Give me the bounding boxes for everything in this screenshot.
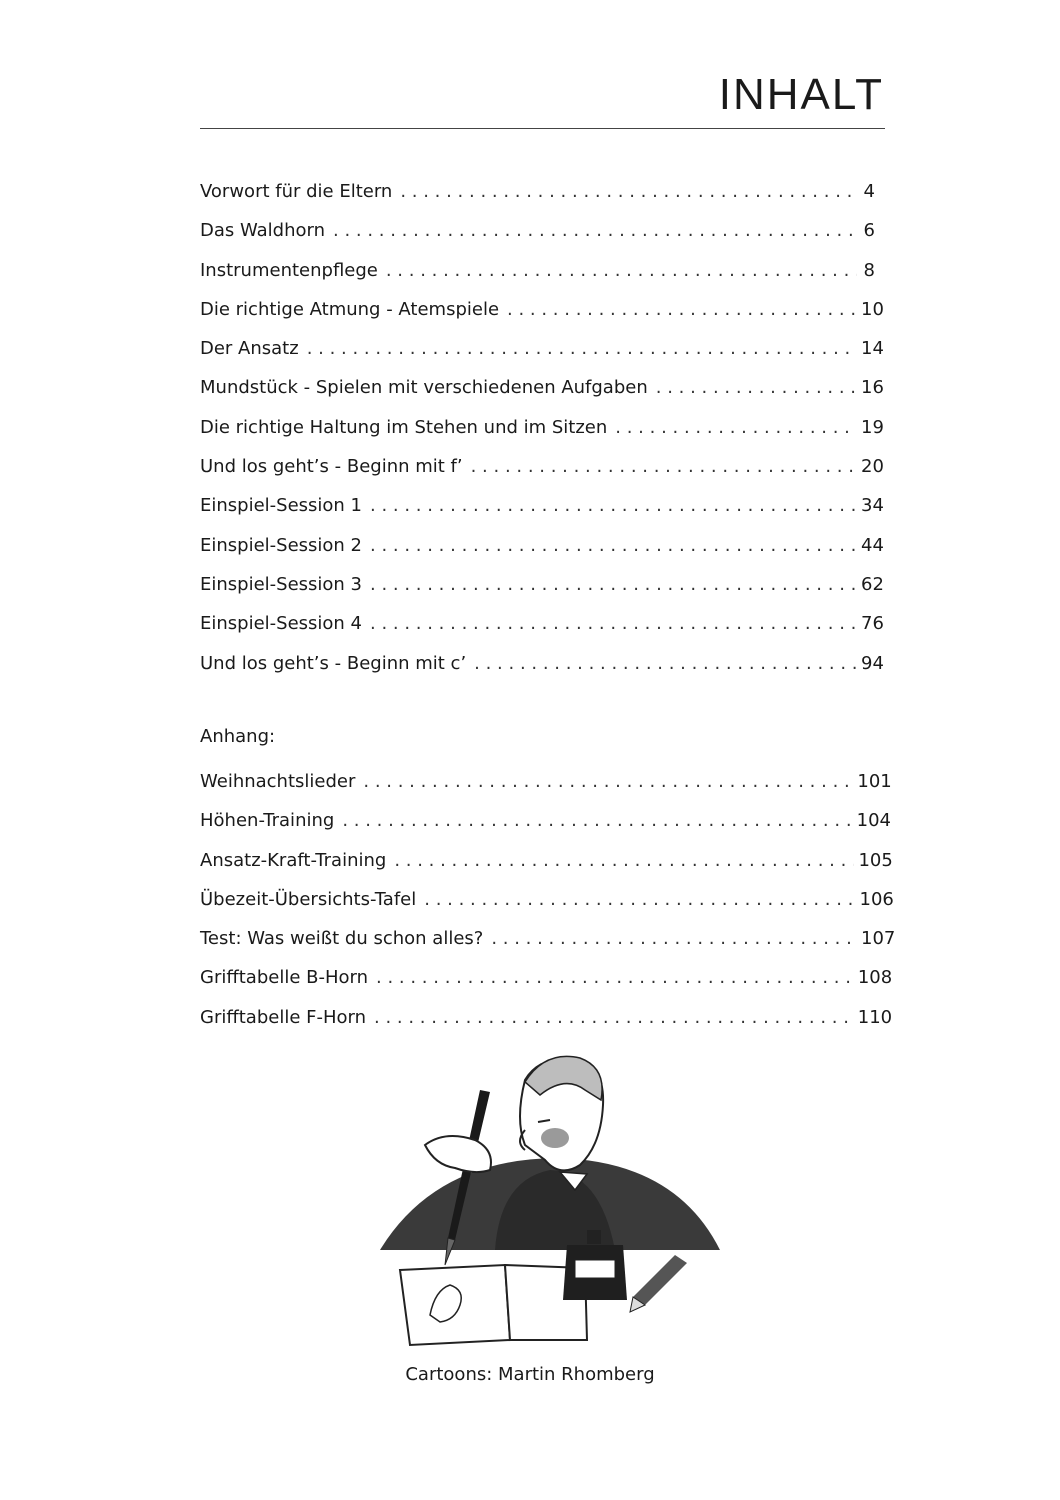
toc-entry[interactable] (200, 644, 884, 683)
toc-entry-title: Test: Was weißt du schon alles? (200, 928, 484, 950)
toc-entry-title: Das Waldhorn (200, 220, 326, 242)
toc-entry[interactable] (200, 290, 884, 329)
toc-entry[interactable] (200, 604, 884, 643)
toc-leader-dots (333, 211, 857, 250)
toc-entry-page: 16 (861, 377, 884, 399)
toc-entry-title: Grifftabelle B-Horn (200, 967, 369, 989)
toc-leader-dots (370, 604, 857, 643)
toc-leader-dots (386, 251, 857, 290)
toc-entry-title: Höhen-Training (200, 810, 335, 832)
toc-leader-dots (615, 408, 857, 447)
toc-entry-page: 105 (858, 849, 893, 871)
toc-entry-page: 34 (861, 495, 884, 517)
toc-entry[interactable] (200, 211, 875, 250)
toc-entry[interactable] (200, 368, 884, 407)
toc-entry[interactable] (200, 841, 893, 880)
toc-leader-dots (656, 368, 857, 407)
toc-entry-page: 107 (861, 928, 896, 950)
toc-entry[interactable] (200, 329, 884, 368)
toc-entry[interactable] (200, 801, 892, 840)
toc-entry-title: Einspiel-Session 1 (200, 495, 363, 517)
toc-entry-title: Der Ansatz (200, 338, 299, 360)
toc-entry[interactable] (200, 172, 875, 211)
toc-entry-page: 110 (857, 1006, 893, 1028)
toc-entry[interactable] (200, 565, 884, 604)
toc-entry-title: Und los geht’s - Beginn mit c’ (200, 652, 467, 674)
toc-leader-dots (370, 486, 857, 525)
toc-entry-page: 10 (861, 298, 884, 320)
toc-entry-page: 8 (863, 259, 875, 281)
toc-entry-page: 19 (861, 416, 884, 438)
toc-entry-page: 62 (861, 573, 884, 595)
toc-entry[interactable] (200, 958, 893, 997)
toc-entry-page: 104 (856, 810, 892, 832)
toc-leader-dots (307, 329, 857, 368)
toc-leader-dots (491, 919, 857, 958)
toc-entry-title: Grifftabelle F-Horn (200, 1006, 367, 1028)
toc-entry-page: 4 (863, 181, 875, 202)
toc-entry-title: Die richtige Haltung im Stehen und im Sitzen (200, 416, 608, 438)
toc-entry-title: Mundstück - Spielen mit verschiedenen Aufgaben (200, 377, 648, 399)
toc-leader-dots (471, 447, 857, 486)
toc-entry[interactable] (200, 408, 884, 447)
cartoon-illustration (375, 1050, 735, 1350)
toc-entry[interactable] (200, 919, 896, 958)
toc-entry[interactable] (200, 880, 894, 919)
toc-entry-page: 20 (861, 456, 884, 478)
toc-leader-dots (376, 958, 854, 997)
title-divider (200, 128, 885, 129)
toc-entry-page: 101 (857, 771, 892, 792)
toc-leader-dots (400, 172, 857, 211)
toc-leader-dots (507, 290, 857, 329)
toc-entry-page: 76 (861, 613, 884, 635)
toc-entry-title: Und los geht’s - Beginn mit f’ (200, 456, 463, 478)
toc-entry-title: Die richtige Atmung - Atemspiele (200, 298, 500, 320)
toc-entry-page: 14 (861, 338, 884, 360)
toc-entry-title: Weihnachtslieder (200, 771, 356, 792)
toc-entry-page: 108 (857, 967, 893, 989)
toc-entry-page: 6 (863, 220, 875, 242)
toc-leader-dots (363, 762, 853, 801)
toc-entry-title: Einspiel-Session 2 (200, 534, 363, 556)
toc-entry-title: Ansatz-Kraft-Training (200, 849, 387, 871)
toc-leader-dots (474, 644, 857, 683)
toc-leader-dots (374, 998, 854, 1037)
illustration-credit: Cartoons: Martin Rhomberg (405, 1364, 655, 1385)
toc-entry[interactable] (200, 447, 884, 486)
toc-appendix-list (200, 762, 896, 1037)
toc-entry-page: 106 (859, 888, 894, 910)
toc-leader-dots (370, 526, 857, 565)
toc-main-list (200, 172, 884, 683)
toc-entry-title: Übezeit-Übersichts-Tafel (200, 888, 417, 910)
appendix-heading: Anhang: (200, 726, 276, 747)
toc-entry-page: 44 (861, 534, 884, 556)
toc-entry[interactable] (200, 998, 893, 1037)
toc-entry-title: Instrumentenpflege (200, 259, 378, 281)
toc-entry[interactable] (200, 251, 875, 290)
toc-leader-dots (342, 801, 852, 840)
toc-entry[interactable] (200, 526, 884, 565)
toc-entry-page: 94 (861, 652, 884, 674)
toc-entry[interactable] (200, 762, 892, 801)
toc-leader-dots (394, 841, 854, 880)
toc-entry[interactable] (200, 486, 884, 525)
page-title: INHALT (718, 70, 884, 119)
toc-leader-dots (424, 880, 855, 919)
toc-entry-title: Einspiel-Session 4 (200, 613, 363, 635)
toc-entry-title: Vorwort für die Eltern (200, 181, 393, 202)
toc-leader-dots (370, 565, 857, 604)
toc-entry-title: Einspiel-Session 3 (200, 573, 363, 595)
